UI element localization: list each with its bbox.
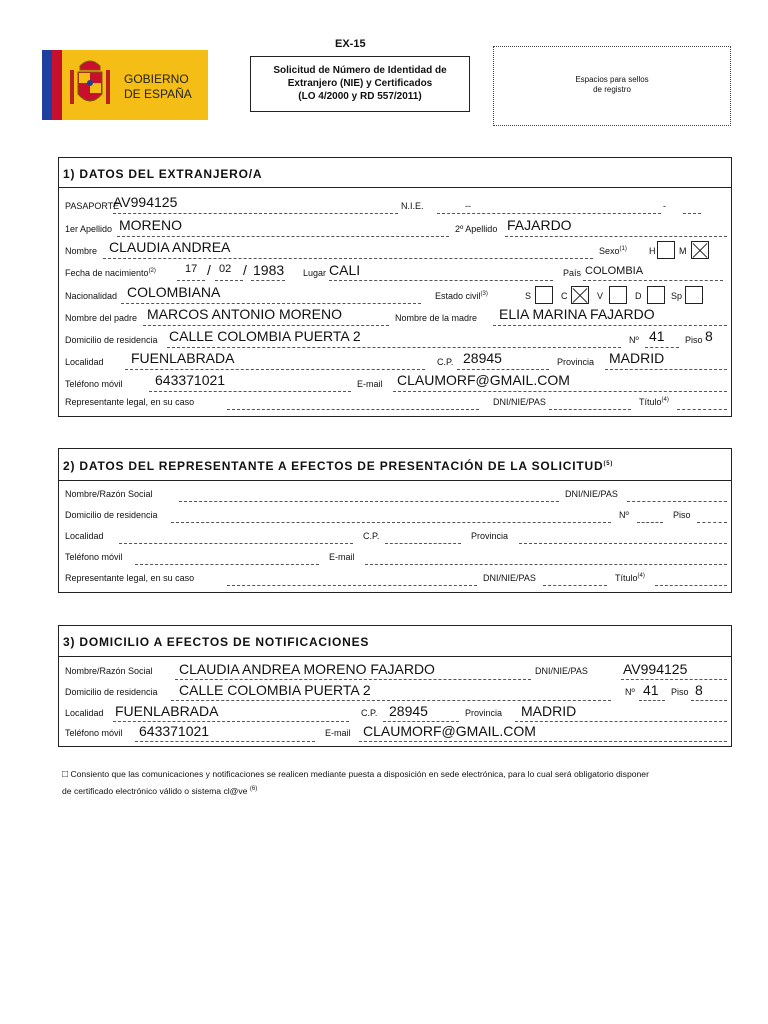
s3-label-domicilio: Domicilio de residencia	[65, 687, 158, 697]
s3-province-line	[515, 721, 727, 722]
email-line	[393, 391, 727, 392]
first-name-line	[103, 258, 593, 259]
label-dni: DNI/NIE/PAS	[493, 397, 546, 407]
birth-month-line	[215, 280, 243, 281]
mother-name-field[interactable]: ELIA MARINA FAJARDO	[499, 306, 655, 322]
s2-number-field[interactable]	[637, 522, 663, 523]
label-fecha	[65, 268, 156, 278]
s3-number-field[interactable]: 41	[643, 682, 659, 698]
s3-email-line	[359, 741, 727, 742]
nationality-line	[121, 303, 421, 304]
s2-label-domicilio: Domicilio de residencia	[65, 510, 158, 520]
s3-address-field[interactable]: CALLE COLOMBIA PUERTA 2	[179, 682, 371, 698]
form-code: EX-15	[335, 38, 366, 50]
label-pais: País	[563, 268, 582, 278]
mother-name-line	[493, 325, 727, 326]
phone-field[interactable]: 643371021	[155, 372, 226, 388]
government-logo	[42, 50, 208, 120]
postal-code-field[interactable]: 28945	[463, 350, 502, 366]
s3-label-dni: DNI/NIE/PAS	[535, 666, 588, 676]
s2-legal-rep-title-field[interactable]	[655, 585, 727, 586]
s3-number-line	[639, 700, 665, 701]
legal-rep-title-field[interactable]	[677, 409, 727, 410]
s3-phone-field[interactable]: 643371021	[139, 723, 210, 739]
s2-label-representante: Representante legal, en su caso	[65, 573, 195, 583]
sexo-m-label: M	[679, 246, 687, 256]
passport-field[interactable]: AV994125	[113, 194, 178, 210]
ec-sp-label: Sp	[671, 291, 683, 301]
sexo-m-checkbox[interactable]	[691, 241, 709, 259]
s2-label-numero: Nº	[619, 510, 629, 520]
address-field[interactable]: CALLE COLOMBIA PUERTA 2	[169, 328, 361, 344]
birth-year-line	[251, 280, 285, 281]
label-localidad: Localidad	[65, 357, 104, 367]
s2-address-field[interactable]	[171, 522, 611, 523]
date-slash-2: /	[243, 262, 247, 278]
s3-floor-field[interactable]: 8	[695, 682, 703, 698]
s2-email-field[interactable]	[365, 564, 727, 565]
s3-label-piso: Piso	[671, 687, 689, 697]
consent-text-line1: Consiento que las comunicaciones y notificaciones se realicen mediante puesta a disposición en sede electrónica, para lo cual será obligatorio disponer	[70, 769, 649, 779]
passport-line	[113, 213, 398, 214]
consent-line2	[62, 782, 722, 798]
ec-v-label: V	[597, 291, 604, 301]
s3-postal-code-field[interactable]: 28945	[389, 703, 428, 719]
s2-label-email: E-mail	[329, 552, 355, 562]
sexo-note: (1)	[619, 246, 627, 252]
s2-legal-rep-field[interactable]	[227, 585, 477, 586]
logo-text-line2: DE ESPAÑA	[124, 87, 192, 101]
address-line	[167, 347, 621, 348]
titulo-note: (4)	[661, 397, 669, 403]
section3-title: 3) DOMICILIO A EFECTOS DE NOTIFICACIONES	[63, 635, 370, 649]
nationality-field[interactable]: COLOMBIANA	[127, 284, 221, 300]
consent-checkbox[interactable]: □	[62, 769, 69, 780]
label-fecha-text: Fecha de nacimiento	[65, 268, 149, 278]
label-titulo	[639, 397, 669, 407]
first-surname-field[interactable]: MORENO	[119, 217, 182, 233]
s3-label-telefono: Teléfono móvil	[65, 728, 123, 738]
label-apellido2: 2º Apellido	[455, 224, 498, 234]
street-number-line	[645, 347, 679, 348]
consent-note: (6)	[249, 786, 258, 792]
s2-label-provincia: Provincia	[471, 531, 509, 541]
nie-dot: -	[663, 201, 666, 211]
form-title-line3: (LO 4/2000 y RD 557/2011)	[298, 91, 422, 102]
section1-title-divider	[59, 187, 731, 188]
second-surname-field[interactable]: FAJARDO	[507, 217, 572, 233]
s3-postal-code-line	[383, 721, 459, 722]
consent-line1	[62, 767, 722, 782]
ec-c-label: C	[561, 291, 568, 301]
city-field[interactable]: FUENLABRADA	[131, 350, 235, 366]
label-estado-text: Estado civil	[435, 291, 481, 301]
city-line	[125, 369, 425, 370]
s2-legal-rep-id-field[interactable]	[543, 585, 607, 586]
section1-title: 1) DATOS DEL EXTRANJERO/A	[63, 167, 263, 181]
birth-day-line	[177, 280, 205, 281]
s2-province-field[interactable]	[519, 543, 727, 544]
s2-phone-field[interactable]	[135, 564, 319, 565]
s3-email-field[interactable]: CLAUMORF@GMAIL.COM	[363, 723, 536, 739]
s3-city-field[interactable]: FUENLABRADA	[115, 703, 219, 719]
label-domicilio: Domicilio de residencia	[65, 335, 158, 345]
s3-phone-line	[135, 741, 315, 742]
first-name-field[interactable]: CLAUDIA ANDREA	[109, 239, 231, 255]
father-name-field[interactable]: MARCOS ANTONIO MORENO	[147, 306, 342, 322]
label-sexo	[599, 246, 627, 256]
label-nacionalidad: Nacionalidad	[65, 291, 118, 301]
ec-s-label: S	[525, 291, 532, 301]
s2-label-titulo	[615, 573, 645, 583]
nie-control-field[interactable]	[683, 213, 701, 214]
label-titulo-text: Título	[639, 397, 662, 407]
estado-divorciado-checkbox[interactable]	[647, 286, 665, 304]
nie-field[interactable]	[437, 213, 661, 214]
consent-block	[62, 767, 722, 798]
label-padre: Nombre del padre	[65, 313, 138, 323]
birth-country-line	[583, 280, 723, 281]
s3-name-field[interactable]: CLAUDIA ANDREA MORENO FAJARDO	[179, 661, 435, 677]
legal-rep-id-field[interactable]	[549, 409, 631, 410]
s2-label-titulo-text: Título	[615, 573, 638, 583]
s3-label-email: E-mail	[325, 728, 351, 738]
legal-rep-field[interactable]	[227, 409, 479, 410]
province-line	[605, 369, 727, 370]
label-apellido1: 1er Apellido	[65, 224, 113, 234]
birth-place-field[interactable]: CALI	[329, 262, 361, 278]
birth-year-field[interactable]: 1983	[253, 262, 285, 278]
estado-soltero-checkbox[interactable]	[535, 286, 553, 304]
s2-floor-field[interactable]	[697, 522, 727, 523]
s2-label-localidad: Localidad	[65, 531, 104, 541]
section-representative-data	[58, 448, 732, 593]
s2-id-field[interactable]	[627, 501, 727, 502]
father-name-line	[143, 325, 389, 326]
date-slash-1: /	[207, 262, 211, 278]
estado-casado-checkbox[interactable]	[571, 286, 589, 304]
s2-label-dni2: DNI/NIE/PAS	[483, 573, 536, 583]
label-sexo-text: Sexo	[599, 246, 620, 256]
label-representante: Representante legal, en su caso	[65, 397, 195, 407]
s2-name-field[interactable]	[179, 501, 559, 502]
section-notification-address	[58, 625, 732, 747]
s2-city-field[interactable]	[119, 543, 353, 544]
s3-id-field[interactable]: AV994125	[623, 661, 688, 677]
email-field[interactable]: CLAUMORF@GMAIL.COM	[397, 372, 570, 388]
label-pasaporte: PASAPORTE	[65, 201, 120, 211]
s2-label-dni: DNI/NIE/PAS	[565, 489, 618, 499]
section3-title-divider	[59, 656, 731, 657]
s2-label-nombre: Nombre/Razón Social	[65, 489, 153, 499]
first-surname-line	[117, 236, 449, 237]
logo-text-line1: GOBIERNO	[124, 72, 189, 86]
s3-address-line	[171, 700, 611, 701]
label-cp: C.P.	[437, 357, 454, 367]
birth-month-field[interactable]: 02	[219, 263, 232, 275]
label-nombre: Nombre	[65, 246, 98, 256]
s3-label-numero: Nº	[625, 687, 635, 697]
coat-of-arms-icon	[66, 56, 114, 114]
label-piso: Piso	[685, 335, 703, 345]
label-nie: N.I.E.	[401, 201, 424, 211]
label-estado-civil	[435, 291, 488, 301]
s3-label-nombre: Nombre/Razón Social	[65, 666, 153, 676]
eu-flag-strip	[42, 50, 52, 120]
birth-country-field[interactable]: COLOMBIA	[585, 265, 644, 277]
form-title-box	[250, 56, 470, 112]
section2-title-divider	[59, 480, 731, 481]
s2-label-cp: C.P.	[363, 531, 380, 541]
street-number-field[interactable]: 41	[649, 328, 665, 344]
estado-separado-checkbox[interactable]	[685, 286, 703, 304]
phone-line	[149, 391, 351, 392]
s2-postal-code-field[interactable]	[385, 543, 461, 544]
label-email: E-mail	[357, 379, 383, 389]
ec-d-label: D	[635, 291, 642, 301]
nie-separator: --	[465, 201, 471, 211]
estado-viudo-checkbox[interactable]	[609, 286, 627, 304]
label-lugar: Lugar	[303, 268, 327, 278]
s3-label-provincia: Provincia	[465, 708, 503, 718]
second-surname-line	[505, 236, 727, 237]
section-foreigner-data	[58, 157, 732, 417]
section2-title-text: 2) DATOS DEL REPRESENTANTE A EFECTOS DE PRESENTACIÓN DE LA SOLICITUD	[63, 459, 604, 473]
stamp-text-line1: Espacios para sellos	[575, 75, 649, 84]
birth-place-line	[329, 280, 553, 281]
section2-title	[63, 459, 613, 473]
form-title-line1: Solicitud de Número de Identidad de	[273, 65, 447, 76]
birth-day-field[interactable]: 17	[185, 263, 198, 275]
s3-province-field[interactable]: MADRID	[521, 703, 577, 719]
flag-red-strip	[52, 50, 62, 120]
s3-city-line	[113, 721, 349, 722]
fecha-note: (2)	[148, 268, 156, 274]
floor-field[interactable]: 8	[705, 328, 713, 344]
estado-note: (3)	[480, 291, 488, 297]
s3-floor-line	[691, 700, 727, 701]
form-title-line2: Extranjero (NIE) y Certificados	[287, 78, 433, 89]
label-madre: Nombre de la madre	[395, 313, 478, 323]
s3-name-line	[175, 679, 531, 680]
s2-label-piso: Piso	[673, 510, 691, 520]
province-field[interactable]: MADRID	[609, 350, 665, 366]
s3-label-cp: C.P.	[361, 708, 378, 718]
section2-note: (5)	[603, 461, 614, 467]
stamp-text-line2: de registro	[593, 85, 631, 94]
label-telefono: Teléfono móvil	[65, 379, 123, 389]
label-provincia: Provincia	[557, 357, 595, 367]
s2-label-telefono: Teléfono móvil	[65, 552, 123, 562]
postal-code-line	[457, 369, 549, 370]
s3-label-localidad: Localidad	[65, 708, 104, 718]
registry-stamp-area	[493, 46, 731, 126]
consent-text-line2: de certificado electrónico válido o sistema cl@ve	[62, 785, 248, 796]
sexo-h-label: H	[649, 246, 656, 256]
s2-titulo-note: (4)	[637, 573, 645, 579]
sexo-h-checkbox[interactable]	[657, 241, 675, 259]
label-numero: Nº	[629, 335, 639, 345]
s3-id-line	[621, 679, 727, 680]
